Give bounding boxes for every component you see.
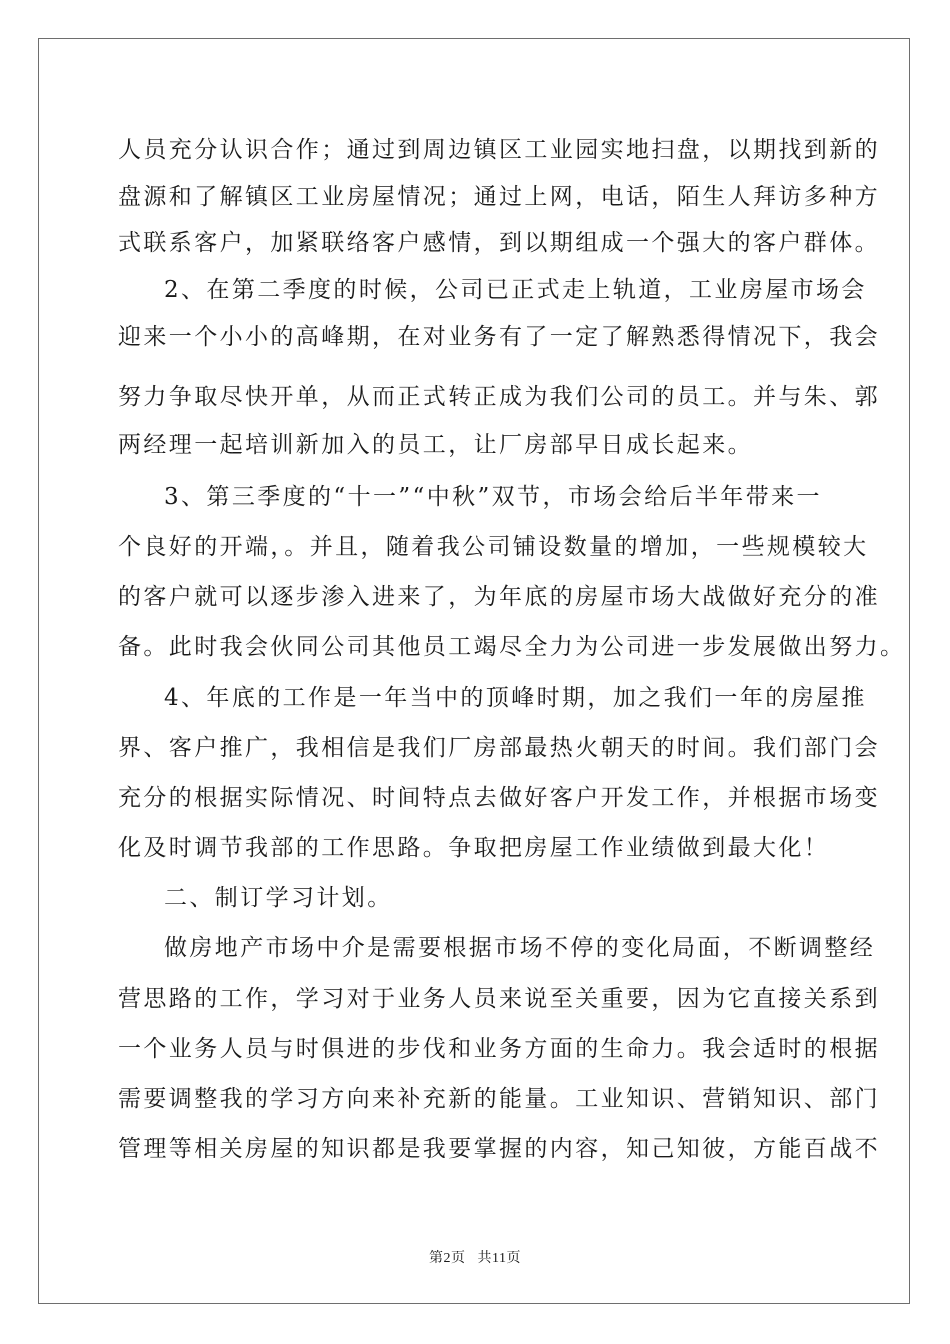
page-total: 共11页 xyxy=(477,1251,521,1266)
text-line: 个良好的开端，。并且，随着我公司铺设数量的增加，一些规模较大 xyxy=(118,534,869,560)
text-line: 盘源和了解镇区工业房屋情况；通过上网，电话，陌生人拜访多种方 xyxy=(118,184,880,210)
text-line: 需要调整我的学习方向来补充新的能量。工业知识、营销知识、部门 xyxy=(118,1086,880,1112)
text-line: 努力争取尽快开单，从而正式转正成为我们公司的员工。并与朱、郭 xyxy=(118,384,880,410)
text-line: 做房地产市场中介是需要根据市场不停的变化局面，不断调整经 xyxy=(164,935,876,961)
text-line: 2、在第二季度的时候，公司已正式走上轨道，工业房屋市场会 xyxy=(164,277,867,303)
text-line: 充分的根据实际情况、时间特点去做好客户开发工作，并根据市场变 xyxy=(118,785,880,811)
text-line: 界、客户推广，我相信是我们厂房部最热火朝天的时间。我们部门会 xyxy=(118,735,880,761)
text-line: 化及时调节我部的工作思路。争取把房屋工作业绩做到最大化！ xyxy=(118,835,830,861)
section-heading: 二、制订学习计划。 xyxy=(164,885,393,911)
text-line: 式联系客户，加紧联络客户感情，到以期组成一个强大的客户群体。 xyxy=(118,230,880,256)
text-line: 3、第三季度的“十一”“中秋”双节，市场会给后半年带来一 xyxy=(164,484,822,510)
text-line: 营思路的工作，学习对于业务人员来说至关重要，因为它直接关系到 xyxy=(118,986,880,1012)
text-line: 备。此时我会伙同公司其他员工竭尽全力为公司进一步发展做出努力。 xyxy=(118,634,906,660)
text-line: 4、年底的工作是一年当中的顶峰时期，加之我们一年的房屋推 xyxy=(164,685,867,711)
text-line: 的客户就可以逐步渗入进来了，为年底的房屋市场大战做好充分的准 xyxy=(118,584,880,610)
text-line: 管理等相关房屋的知识都是我要掌握的内容，知己知彼，方能百战不 xyxy=(118,1136,880,1162)
text-line: 两经理一起培训新加入的员工，让厂房部早日成长起来。 xyxy=(118,432,753,458)
page-footer xyxy=(0,1247,950,1267)
text-line: 迎来一个小小的高峰期，在对业务有了一定了解熟悉得情况下，我会 xyxy=(118,324,880,350)
text-line: 一个业务人员与时俱进的步伐和业务方面的生命力。我会适时的根据 xyxy=(118,1036,880,1062)
page-border xyxy=(38,38,910,1304)
page-number: 第2页 xyxy=(429,1251,466,1266)
text-line: 人员充分认识合作；通过到周边镇区工业园实地扫盘，以期找到新的 xyxy=(118,137,880,163)
